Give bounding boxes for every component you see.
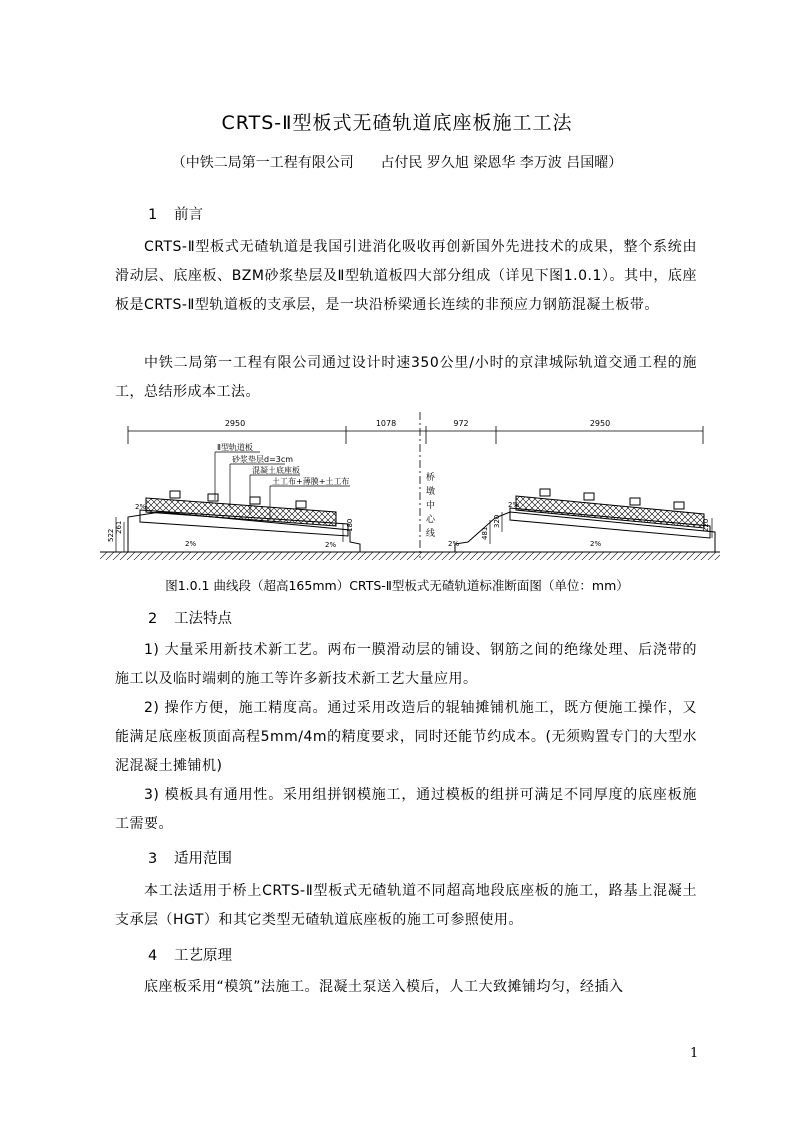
label-track-slab: Ⅱ型轨道板 [217,443,253,452]
section-heading-3 [148,847,232,868]
label-mortar-layer: 砂浆垫层d=3cm [232,455,294,464]
svg-text:线: 线 [426,529,436,539]
section-title: 前言 [174,207,203,223]
svg-text:墩: 墩 [426,487,436,497]
dim-261: 261 [115,520,123,534]
paragraph-feature-1: 1) 大量采用新技术新工艺。两布一膜滑动层的铺设、钢筋之间的绝缘处理、后浇带的施工以及临时端刺的施工等许多新技术新工艺大量应用。 [115,642,697,687]
ground-hatching [100,552,720,560]
section-heading-2 [148,607,232,628]
track-cross-section-figure [100,412,720,574]
paragraph-intro-2: 中铁二局第一工程有限公司通过设计时速350公里/小时的京津城际轨道交通工程的施工，总结形成本工法。 [115,355,697,400]
section-heading-1 [148,203,203,224]
authors-line: （中铁二局第一工程有限公司 占付民 罗久旭 梁恩华 李万波 吕国曜） [171,155,623,171]
top-dimension-lines [128,426,703,444]
svg-text:中: 中 [426,501,436,511]
slope-label: 2% [590,540,602,548]
section-title: 工法特点 [174,611,232,627]
section-number: 3 [148,851,158,867]
dim-320: 320 [493,514,501,528]
slope-label: 2% [135,503,147,511]
pier-center-label [426,471,436,539]
section-title: 工艺原理 [174,948,232,964]
label-geotextile: 土工布+薄膜+土工布 [272,477,350,486]
paragraph-feature-2: 2) 操作方便，施工精度高。通过采用改造后的辊轴摊铺机施工，既方便施工操作，又能满足底座板顶面高程5mm/4m的精度要求，同时还能节约成本。(无须购置专门的大型水泥混凝土摊铺机) [115,700,697,774]
paragraph-intro-1: CRTS-Ⅱ型板式无碴轨道是我国引进消化吸收再创新国外先进技术的成果，整个系统由滑动层、底座板、BZM砂浆垫层及Ⅱ型轨道板四大部分组成（详见下图1.0.1）。其中，底座板是CRTS-Ⅱ型轨道板的支承层，是一块沿桥梁通长连续的非预应力钢筋混凝土板带。 [115,239,697,313]
dim-right-gap: 972 [453,419,469,428]
slope-label: 2% [185,540,197,548]
label-base-plate: 混凝土底座板 [252,466,300,475]
paragraph-principle: 底座板采用“模筑”法施工。混凝土泵送入模后，人工大致摊铺均匀，经插入 [144,979,624,995]
svg-text:桥: 桥 [426,473,436,483]
paragraph-scope: 本工法适用于桥上CRTS-Ⅱ型板式无碴轨道不同超高地段底座板的施工，路基上混凝土支承层（HGT）和其它类型无碴轨道底座板的施工可参照使用。 [115,883,697,928]
dim-220: 220 [702,518,710,532]
document-title: CRTS-Ⅱ型板式无碴轨道底座板施工工法 [221,112,573,134]
section-heading-4 [148,944,232,965]
dim-right-slab: 2950 [589,419,611,428]
slope-label: 2% [508,501,520,509]
slope-label: 2% [448,540,460,548]
page-number: 1 [690,1046,699,1061]
dim-left-slab: 2950 [224,419,246,428]
dim-481: 481 [481,526,489,540]
section-number: 2 [148,611,158,627]
section-title: 适用范围 [174,851,232,867]
slope-label: 2% [325,541,337,549]
dim-left-gap: 1078 [375,419,397,428]
paragraph-feature-3: 3) 模板具有通用性。采用组拼钢模施工，通过模板的组拼可满足不同厚度的底座板施工需要。 [115,787,697,832]
dim-522: 522 [107,528,115,542]
section-number: 1 [148,207,158,223]
figure-caption: 图1.0.1 曲线段（超高165mm）CRTS-Ⅱ型板式无碴轨道标准断面图（单位：mm） [165,578,629,593]
svg-text:心: 心 [426,515,436,525]
section-number: 4 [148,948,158,964]
dim-180: 180 [346,518,354,532]
